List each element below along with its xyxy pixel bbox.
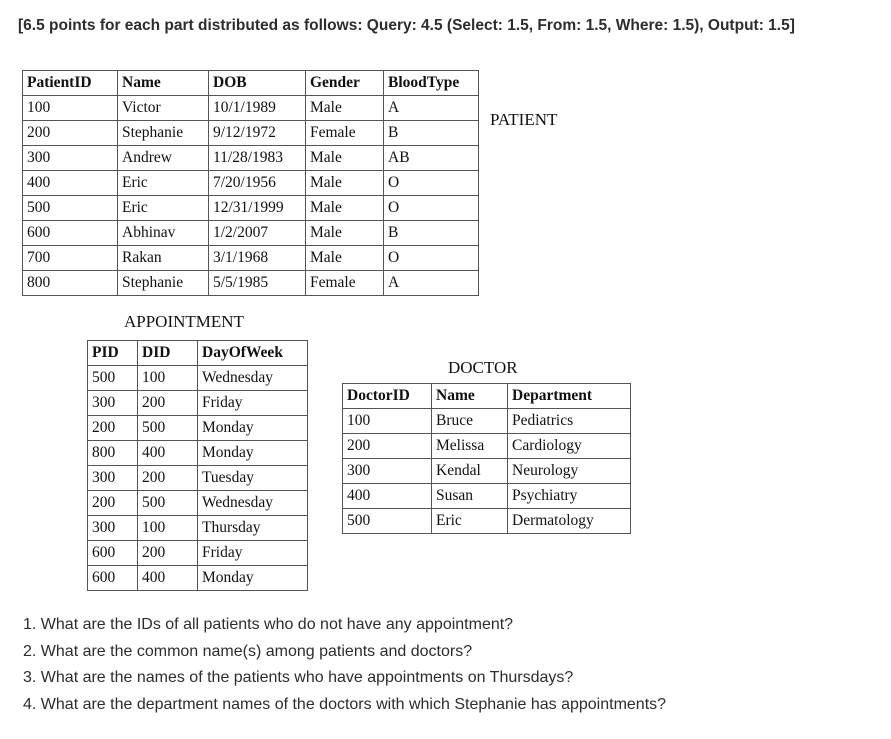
table-cell: Melissa bbox=[432, 434, 508, 459]
table-cell: 100 bbox=[138, 366, 198, 391]
table-cell: Abhinav bbox=[118, 221, 209, 246]
table-cell: 1/2/2007 bbox=[209, 221, 306, 246]
column-header: DOB bbox=[209, 71, 306, 96]
table-cell: O bbox=[384, 246, 479, 271]
table-row bbox=[23, 146, 479, 171]
table-cell: Susan bbox=[432, 484, 508, 509]
table-row bbox=[23, 171, 479, 196]
table-cell: B bbox=[384, 121, 479, 146]
table-cell: Male bbox=[306, 146, 384, 171]
table-cell: Female bbox=[306, 121, 384, 146]
column-header: PatientID bbox=[23, 71, 118, 96]
appointment-table-title: APPOINTMENT bbox=[124, 312, 244, 331]
table-cell: 200 bbox=[343, 434, 432, 459]
table-cell: Eric bbox=[118, 196, 209, 221]
table-cell: 300 bbox=[88, 391, 138, 416]
column-header: Name bbox=[118, 71, 209, 96]
table-row bbox=[88, 516, 308, 541]
table-row bbox=[343, 509, 631, 534]
table-cell: 100 bbox=[343, 409, 432, 434]
table-cell: 100 bbox=[23, 96, 118, 121]
table-cell: 400 bbox=[343, 484, 432, 509]
question-3: 3. What are the names of the patients who have appointments on Thursdays? bbox=[23, 669, 574, 686]
table-cell: 100 bbox=[138, 516, 198, 541]
table-cell: 200 bbox=[88, 416, 138, 441]
table-cell: O bbox=[384, 196, 479, 221]
table-cell: 600 bbox=[23, 221, 118, 246]
table-cell: Stephanie bbox=[118, 121, 209, 146]
table-cell: Eric bbox=[118, 171, 209, 196]
table-cell: 400 bbox=[23, 171, 118, 196]
table-cell: 700 bbox=[23, 246, 118, 271]
column-header: BloodType bbox=[384, 71, 479, 96]
column-header: DoctorID bbox=[343, 384, 432, 409]
column-header: Name bbox=[432, 384, 508, 409]
questions-list bbox=[23, 612, 666, 718]
table-cell: B bbox=[384, 221, 479, 246]
table-row bbox=[343, 459, 631, 484]
table-cell: Andrew bbox=[118, 146, 209, 171]
table-cell: Monday bbox=[198, 416, 308, 441]
table-row bbox=[343, 409, 631, 434]
question-4: 4. What are the department names of the doctors with which Stephanie has appointments? bbox=[23, 695, 667, 713]
table-cell: Friday bbox=[198, 391, 308, 416]
table-cell: 600 bbox=[88, 541, 138, 566]
table-cell: Neurology bbox=[508, 459, 631, 484]
table-cell: Bruce bbox=[432, 409, 508, 434]
patient-table bbox=[22, 70, 479, 296]
table-cell: O bbox=[384, 171, 479, 196]
table-cell: Wednesday bbox=[198, 491, 308, 516]
table-cell: Monday bbox=[198, 566, 308, 591]
table-row bbox=[343, 484, 631, 509]
table-cell: 300 bbox=[23, 146, 118, 171]
table-cell: A bbox=[384, 271, 479, 296]
table-row bbox=[23, 271, 479, 296]
table-row bbox=[23, 96, 479, 121]
table-cell: 500 bbox=[138, 416, 198, 441]
table-row bbox=[23, 196, 479, 221]
table-cell: A bbox=[384, 96, 479, 121]
table-cell: 200 bbox=[138, 391, 198, 416]
table-row bbox=[343, 434, 631, 459]
table-cell: Victor bbox=[118, 96, 209, 121]
table-cell: 600 bbox=[88, 566, 138, 591]
table-cell: Eric bbox=[432, 509, 508, 534]
table-cell: 800 bbox=[23, 271, 118, 296]
appointment-header-row bbox=[88, 341, 308, 366]
column-header: DayOfWeek bbox=[198, 341, 308, 366]
table-cell: 500 bbox=[343, 509, 432, 534]
table-row bbox=[88, 566, 308, 591]
table-cell: 200 bbox=[138, 466, 198, 491]
table-cell: Male bbox=[306, 221, 384, 246]
table-cell: 500 bbox=[23, 196, 118, 221]
table-row bbox=[88, 541, 308, 566]
column-header: PID bbox=[88, 341, 138, 366]
doctor-table bbox=[342, 383, 631, 534]
table-cell: 3/1/1968 bbox=[209, 246, 306, 271]
table-cell: 300 bbox=[88, 466, 138, 491]
table-cell: 9/12/1972 bbox=[209, 121, 306, 146]
table-cell: Friday bbox=[198, 541, 308, 566]
table-cell: Female bbox=[306, 271, 384, 296]
points-header: [6.5 points for each part distributed as follows: Query: 4.5 (Select: 1.5, From: 1.5, Where: 1.5), Output: 1.5] bbox=[18, 17, 795, 34]
column-header: DID bbox=[138, 341, 198, 366]
table-cell: 300 bbox=[88, 516, 138, 541]
table-cell: 200 bbox=[138, 541, 198, 566]
table-cell: 12/31/1999 bbox=[209, 196, 306, 221]
table-row bbox=[88, 491, 308, 516]
table-cell: Pediatrics bbox=[508, 409, 631, 434]
table-cell: Tuesday bbox=[198, 466, 308, 491]
table-cell: 10/1/1989 bbox=[209, 96, 306, 121]
table-cell: 200 bbox=[23, 121, 118, 146]
table-cell: 5/5/1985 bbox=[209, 271, 306, 296]
appointment-table bbox=[87, 340, 308, 591]
table-row bbox=[23, 121, 479, 146]
table-cell: Monday bbox=[198, 441, 308, 466]
table-cell: Kendal bbox=[432, 459, 508, 484]
table-row bbox=[88, 391, 308, 416]
table-cell: 800 bbox=[88, 441, 138, 466]
question-1: 1. What are the IDs of all patients who do not have any appointment? bbox=[23, 616, 514, 633]
table-cell: Stephanie bbox=[118, 271, 209, 296]
doctor-header-row bbox=[343, 384, 631, 409]
table-cell: Male bbox=[306, 171, 384, 196]
table-cell: 500 bbox=[138, 491, 198, 516]
table-cell: Wednesday bbox=[198, 366, 308, 391]
table-row bbox=[88, 366, 308, 391]
doctor-table-title: DOCTOR bbox=[448, 358, 518, 377]
table-cell: Rakan bbox=[118, 246, 209, 271]
table-row bbox=[88, 466, 308, 491]
table-cell: Thursday bbox=[198, 516, 308, 541]
table-cell: Male bbox=[306, 196, 384, 221]
table-cell: 11/28/1983 bbox=[209, 146, 306, 171]
table-cell: Dermatology bbox=[508, 509, 631, 534]
table-cell: 200 bbox=[88, 491, 138, 516]
table-cell: AB bbox=[384, 146, 479, 171]
table-row bbox=[88, 441, 308, 466]
table-row bbox=[88, 416, 308, 441]
table-cell: Male bbox=[306, 246, 384, 271]
question-2: 2. What are the common name(s) among patients and doctors? bbox=[23, 642, 473, 660]
table-row bbox=[23, 246, 479, 271]
table-row bbox=[23, 221, 479, 246]
table-cell: 300 bbox=[343, 459, 432, 484]
table-cell: 500 bbox=[88, 366, 138, 391]
table-cell: Psychiatry bbox=[508, 484, 631, 509]
column-header: Gender bbox=[306, 71, 384, 96]
table-cell: Male bbox=[306, 96, 384, 121]
patient-table-title: PATIENT bbox=[490, 110, 558, 129]
column-header: Department bbox=[508, 384, 631, 409]
table-cell: 7/20/1956 bbox=[209, 171, 306, 196]
patient-header-row bbox=[23, 71, 479, 96]
table-cell: 400 bbox=[138, 566, 198, 591]
table-cell: 400 bbox=[138, 441, 198, 466]
table-cell: Cardiology bbox=[508, 434, 631, 459]
